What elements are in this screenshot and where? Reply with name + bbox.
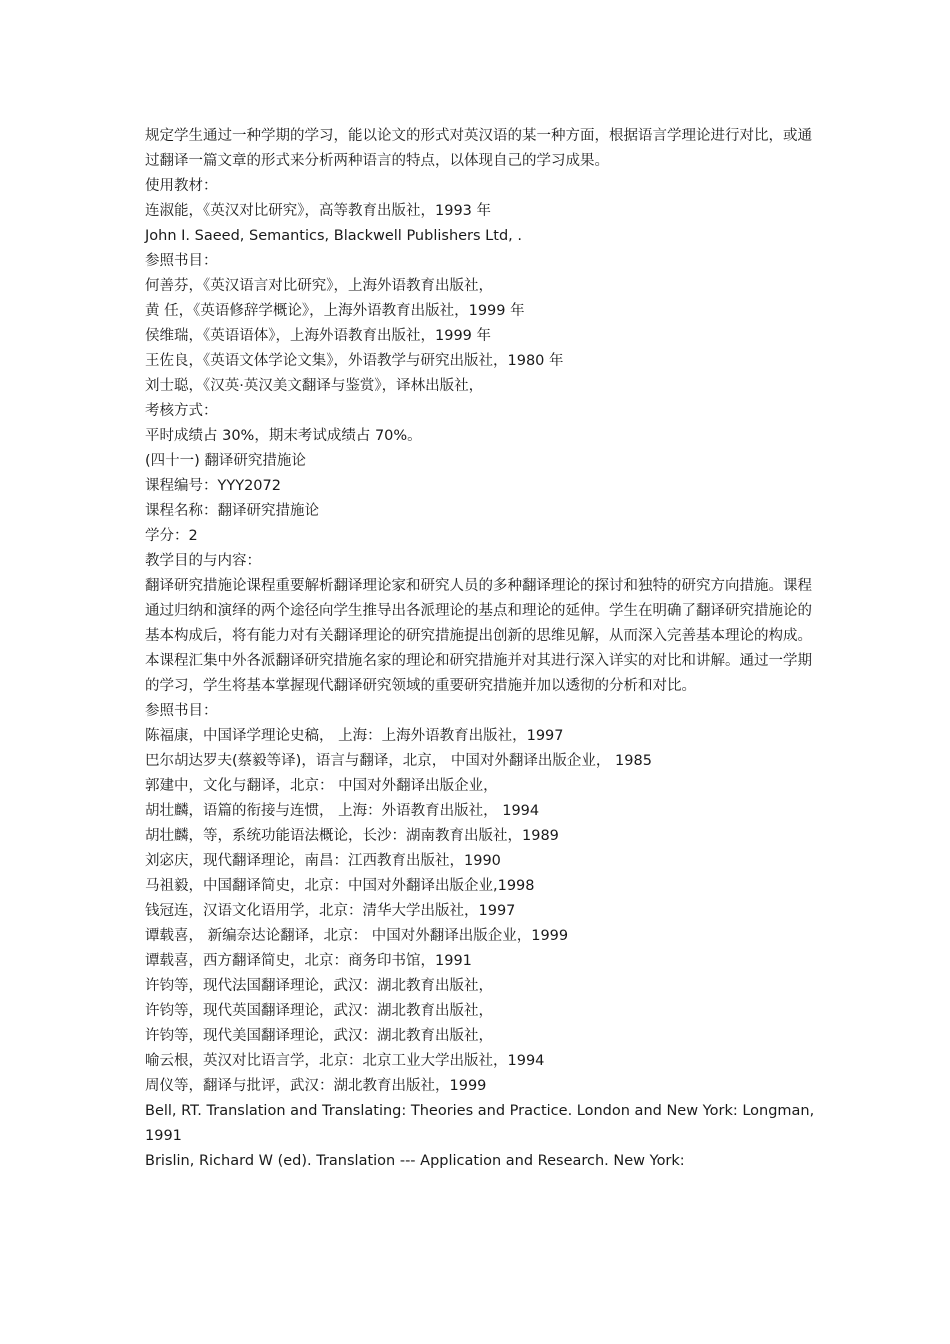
reference-item: 陈福康，中国译学理论史稿， 上海：上海外语教育出版社，1997: [145, 728, 564, 744]
reference-item: 许钧等，现代法国翻译理论，武汉：湖北教育出版社，: [145, 978, 493, 994]
reference-item: 许钧等，现代英国翻译理论，武汉：湖北教育出版社，: [145, 1003, 493, 1019]
reference-item: 马祖毅，中国翻译简史，北京：中国对外翻译出版企业,1998: [145, 878, 535, 894]
reference-item: 黄 任，《英语修辞学概论》，上海外语教育出版社，1999 年: [145, 303, 525, 319]
reference-item: 胡壮麟，语篇的衔接与连惯， 上海：外语教育出版社， 1994: [145, 803, 540, 819]
reference-item: 喻云根，英汉对比语言学，北京：北京工业大学出版社，1994: [145, 1053, 545, 1069]
reference-item: Brislin, Richard W (ed). Translation --- Application and Research. New York:: [145, 1153, 685, 1169]
reference-item: 刘士聪，《汉英·英汉美文翻译与鉴赏》，译林出版社，: [145, 378, 484, 394]
reference-item: 何善芬，《英汉语言对比研究》，上海外语教育出版社，: [145, 278, 493, 294]
assessment-detail: 平时成绩占 30%，期末考试成绩占 70%。: [145, 428, 422, 444]
paragraph-assessment-requirement: 规定学生通过一种学期的学习，能以论文的形式对英汉语的某一种方面，根据语言学理论进行对比，或通过翻译一篇文章的形式来分析两种语言的特点，以体现自己的学习成果。: [145, 128, 812, 169]
reference-item: 许钧等，现代美国翻译理论，武汉：湖北教育出版社，: [145, 1028, 493, 1044]
course-code: 课程编号：YYY2072: [145, 478, 281, 494]
reference-item: 侯维瑞，《英语语体》，上海外语教育出版社，1999 年: [145, 328, 492, 344]
heading-textbooks: 使用教材：: [145, 178, 218, 194]
heading-references: 参照书目：: [145, 703, 218, 719]
course-name: 课程名称：翻译研究措施论: [145, 503, 319, 519]
textbook-item: 连淑能，《英汉对比研究》，高等教育出版社，1993 年: [145, 203, 492, 219]
reference-item: 钱冠连，汉语文化语用学，北京：清华大学出版社，1997: [145, 903, 516, 919]
reference-item: 谭载喜，西方翻译简史，北京：商务印书馆，1991: [145, 953, 472, 969]
document-body: [145, 124, 817, 1174]
heading-assessment: 考核方式：: [145, 403, 218, 419]
reference-item: 王佐良，《英语文体学论文集》，外语教学与研究出版社，1980 年: [145, 353, 564, 369]
reference-item: 谭载喜， 新编奈达论翻译，北京： 中国对外翻译出版企业，1999: [145, 928, 569, 944]
heading-objectives: 教学目的与内容：: [145, 553, 261, 569]
reference-item: 刘宓庆，现代翻译理论，南昌：江西教育出版社，1990: [145, 853, 501, 869]
reference-item: 郭建中，文化与翻译，北京： 中国对外翻译出版企业，: [145, 778, 498, 794]
reference-item: 胡壮麟，等，系统功能语法概论，长沙：湖南教育出版社，1989: [145, 828, 559, 844]
textbook-item: John I. Saeed, Semantics, Blackwell Publishers Ltd, .: [145, 228, 522, 244]
reference-item: 周仪等，翻译与批评，武汉：湖北教育出版社，1999: [145, 1078, 487, 1094]
course-title: (四十一) 翻译研究措施论: [145, 453, 306, 469]
paragraph-objectives: 翻译研究措施论课程重要解析翻译理论家和研究人员的多种翻译理论的探讨和独特的研究方向措施。课程通过归纳和演绎的两个途径向学生推导出各派理论的基点和理论的延伸。学生在明确了翻译研究措施论的基本构成后，将有能力对有关翻译理论的研究措施提出创新的思维见解，从而深入完善基本理论的构成。: [145, 578, 812, 644]
paragraph-objectives: 本课程汇集中外各派翻译研究措施名家的理论和研究措施并对其进行深入详实的对比和讲解。通过一学期的学习，学生将基本掌握现代翻译研究领域的重要研究措施并加以透彻的分析和对比。: [145, 653, 812, 694]
course-credits: 学分：2: [145, 528, 198, 544]
heading-references: 参照书目：: [145, 253, 218, 269]
reference-item: Bell, RT. Translation and Translating: Theories and Practice. London and New York: Longman, 1991: [145, 1103, 815, 1144]
reference-item: 巴尔胡达罗夫(蔡毅等译)，语言与翻译，北京， 中国对外翻译出版企业， 1985: [145, 753, 652, 769]
